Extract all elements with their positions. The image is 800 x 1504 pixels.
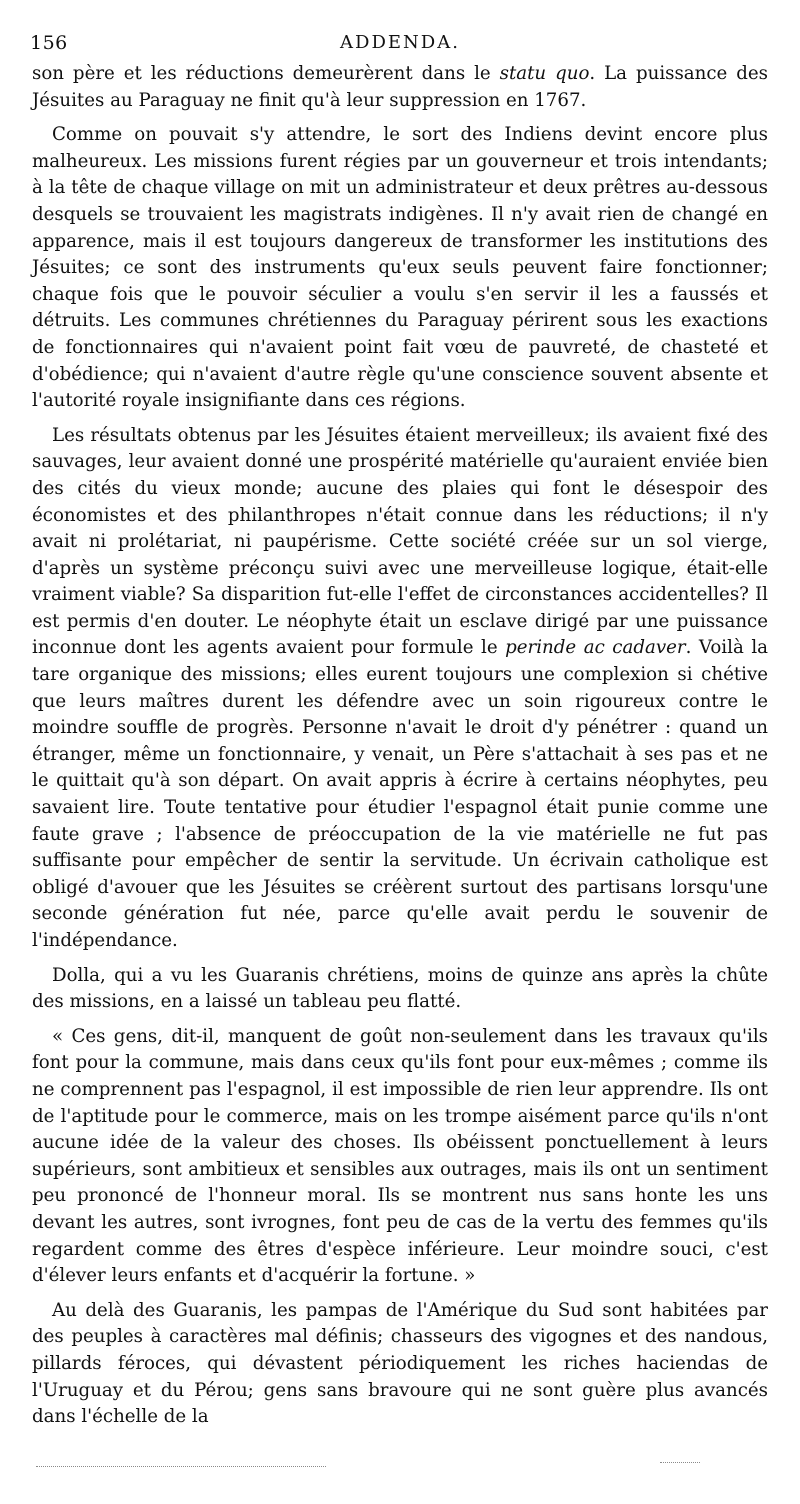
paragraph-4: Dolla, qui a vu les Guaranis chrétiens, moins de quinze ans après la chûte des missions, en a laissé un tableau peu flatté. bbox=[32, 964, 768, 1013]
paragraph-3 bbox=[32, 423, 768, 955]
paragraph-3-text-c: . Voilà la tare organique des missions; elles eurent toujours une complexion si chétive que leurs maîtres durent les défendre avec un soin rigoureux contre le moindre souffle de progrès. Personne n'avait le droit d'y pénétrer : quand un étranger, même un fonctionnaire, y venait, un Père s'attachait à ses pas et ne le quittait qu'à son départ. On avait appris à écrire à certains néophytes, peu savaient lire. Toute tentative pour étudier l'espagnol était punie comme une faute grave ; l'absence de préoccupation de la vie matérielle ne fut pas suffisante pour empêcher de sentir la servitude. Un écrivain catholique est obligé d'avouer que les Jésuites se créèrent surtout des partisans lorsqu'une seconde génération fut née, parce qu'elle avait perdu le souvenir de l'indépendance. bbox=[32, 637, 768, 951]
page-header bbox=[30, 32, 770, 58]
paragraph-6: Au delà des Guaranis, les pampas de l'Amérique du Sud sont habitées par des peuples à caractères mal définis; chasseurs des vigognes et des nandous, pillards féroces, qui dévastent périodiquement les riches haciendas de l'Uruguay et du Pérou; gens sans bravoure qui ne sont guère plus avancés dans l'échelle de la bbox=[32, 1299, 768, 1428]
paragraph-3-italic: perinde ac cadaver bbox=[505, 637, 686, 659]
paragraph-1-text-c: . La puissance des Jésuites au Paraguay ne finit qu'à leur suppression en 1767. bbox=[32, 63, 768, 111]
paragraph-2: Comme on pouvait s'y attendre, le sort des Indiens devint encore plus malheureux. Les missions furent régies par un gouverneur et trois intendants; à la tête de chaque village on mit un administrateur et deux prêtres au-dessous desquels se trouvaient les magistrats indigènes. Il n'y avait rien de changé en apparence, mais il est toujours dangereux de transformer les institutions des Jésuites; ce sont des instruments qu'eux seuls peuvent faire fonctionner; chaque fois que le pouvoir séculier a voulu s'en servir il les a faussés et détruits. Les communes chrétiennes du Paraguay périrent sous les exactions de fonctionnaires qui n'avaient point fait vœu de pauvreté, de chasteté et d'obédience; qui n'avaient d'autre règle qu'une conscience souvent absente et l'autorité royale insignifiante dans ces régions. bbox=[32, 124, 768, 412]
bottom-dotted-mark bbox=[660, 1462, 700, 1463]
bottom-dotted-rule bbox=[36, 1466, 326, 1467]
paragraph-3-text-a: Les résultats obtenus par les Jésuites étaient merveilleux; ils avaient fixé des sauvages, leur avaient donné une prospérité matérielle qu'auraient enviée bien des cités du vieux monde; aucune des plaies qui font le désespoir des économistes et des philanthropes n'était connue dans les réductions; il n'y avait ni prolétariat, ni paupérisme. Cette société créée sur un sol vierge, d'après un système préconçu suivi avec une merveilleuse logique, était-elle vraiment viable? Sa disparition fut-elle l'effet de circonstances accidentelles? Il est permis d'en douter. Le néophyte était un esclave dirigé par une puissance inconnue dont les agents avaient pour formule le bbox=[32, 424, 768, 659]
page-number: 156 bbox=[30, 32, 68, 54]
paragraph-5-quotation: « Ces gens, dit-il, manquent de goût non-seulement dans les travaux qu'ils font pour la commune, mais dans ceux qu'ils font pour eux-mêmes ; comme ils ne comprennent pas l'espagnol, il est impossible de rien leur apprendre. Ils ont de l'aptitude pour le commerce, mais on les trompe aisément parce qu'ils n'ont aucune idée de la valeur des choses. Ils obéissent ponctuellement à leurs supérieurs, sont ambitieux et sensibles aux outrages, mais ils ont un sentiment peu prononcé de l'honneur moral. Ils se montrent nus sans honte les uns devant les autres, sont ivrognes, font peu de cas de la vertu des femmes qu'ils regardent comme des êtres d'espèce inférieure. Leur moindre souci, c'est d'élever leurs enfants et d'acquérir la fortune. » bbox=[32, 1025, 768, 1287]
running-head: ADDENDA. bbox=[340, 32, 460, 53]
body-text bbox=[32, 61, 768, 1431]
paragraph-1 bbox=[32, 61, 768, 114]
paragraph-1-italic: statu quo bbox=[499, 63, 590, 84]
paragraph-1-text-a: son père et les réductions demeurèrent dans le bbox=[32, 63, 500, 84]
